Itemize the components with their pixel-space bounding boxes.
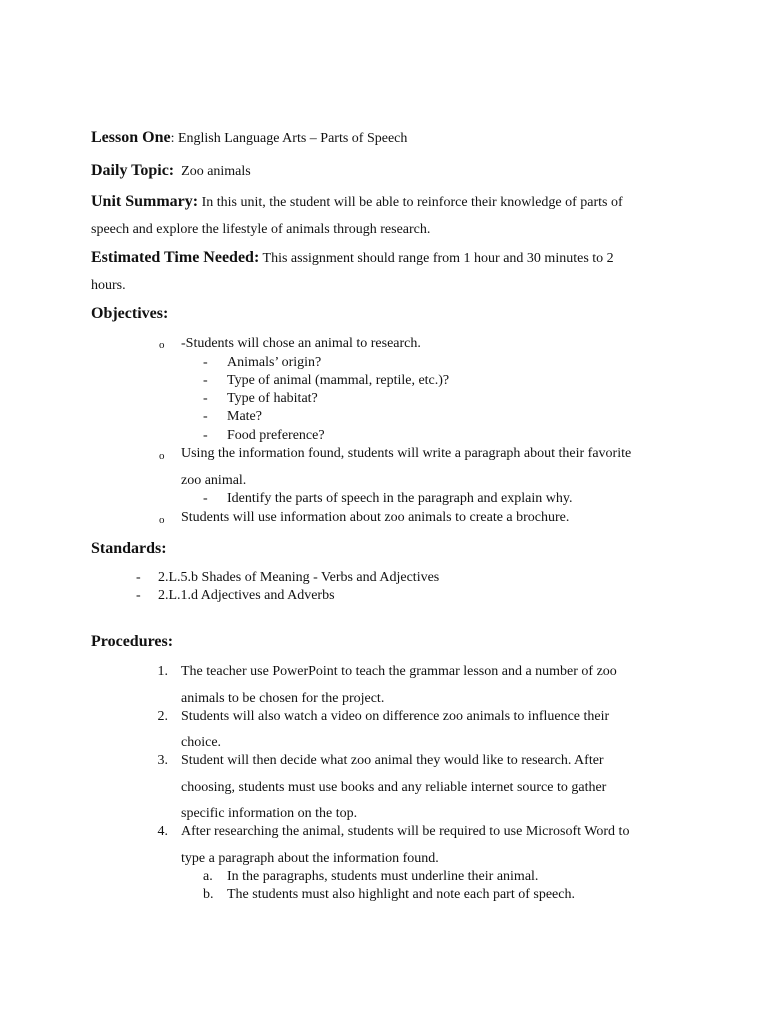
- procedure-3-line-2: choosing, students must use books and any reliable internet source to gather: [181, 780, 607, 795]
- dash-marker: -: [136, 588, 141, 603]
- lesson-line: [91, 129, 407, 148]
- standard-item-1: 2.L.5.b Shades of Meaning - Verbs and Adjectives: [158, 570, 440, 585]
- procedure-4-sub-b: The students must also highlight and note each part of speech.: [227, 887, 575, 902]
- standards-heading: Standards:: [91, 540, 167, 557]
- procedure-4-sub-a: In the paragraphs, students must underline their animal.: [227, 869, 539, 884]
- topic-value: Zoo animals: [181, 164, 251, 179]
- bullet-icon: o: [159, 339, 165, 351]
- objective-item-1: -Students will chose an animal to research.: [181, 336, 421, 351]
- dash-marker: -: [203, 373, 208, 388]
- lesson-label: Lesson One: [91, 129, 171, 146]
- procedure-number: 1.: [157, 664, 168, 679]
- objectives-heading: Objectives:: [91, 305, 169, 322]
- dash-marker: -: [203, 428, 208, 443]
- dash-marker: -: [203, 491, 208, 506]
- time-text-2: hours.: [91, 278, 126, 293]
- procedure-1-line-2: animals to be chosen for the project.: [181, 691, 385, 706]
- objective-sub-food: Food preference?: [227, 428, 325, 443]
- procedure-number: 3.: [157, 753, 168, 768]
- summary-text-2: speech and explore the lifestyle of animals through research.: [91, 222, 431, 237]
- summary-label: Unit Summary:: [91, 193, 199, 210]
- topic-line: [91, 162, 251, 181]
- objective-sub-mate: Mate?: [227, 409, 262, 424]
- summary-text-1: In this unit, the student will be able to reinforce their knowledge of parts of: [201, 195, 623, 210]
- procedure-1-line-1: The teacher use PowerPoint to teach the grammar lesson and a number of zoo: [181, 664, 617, 679]
- procedure-4-line-1: After researching the animal, students will be required to use Microsoft Word to: [181, 824, 630, 839]
- bullet-icon: o: [159, 514, 165, 526]
- dash-marker: -: [203, 391, 208, 406]
- procedure-4-sub-a-label: a.: [203, 869, 213, 884]
- dash-marker: -: [203, 409, 208, 424]
- objective-sub-type: Type of animal (mammal, reptile, etc.)?: [227, 373, 450, 388]
- procedure-4-sub-b-label: b.: [203, 887, 214, 902]
- lesson-value: : English Language Arts – Parts of Speech: [170, 131, 408, 146]
- dash-marker: -: [136, 570, 141, 585]
- time-line-1: [91, 249, 614, 268]
- topic-label: Daily Topic:: [91, 162, 175, 179]
- procedure-2-line-1: Students will also watch a video on difference zoo animals to influence their: [181, 709, 610, 724]
- bullet-icon: o: [159, 450, 165, 462]
- objective-item-2-sub: Identify the parts of speech in the paragraph and explain why.: [227, 491, 573, 506]
- procedures-heading: Procedures:: [91, 633, 174, 650]
- procedure-3-line-3: specific information on the top.: [181, 806, 358, 821]
- standard-item-2: 2.L.1.d Adjectives and Adverbs: [158, 588, 335, 603]
- objective-sub-origin: Animals’ origin?: [227, 355, 322, 370]
- procedure-4-line-2: type a paragraph about the information found.: [181, 851, 439, 866]
- summary-line-1: [91, 193, 623, 212]
- time-text-1: This assignment should range from 1 hour and 30 minutes to 2: [262, 251, 614, 266]
- procedure-number: 2.: [157, 709, 168, 724]
- objective-item-3: Students will use information about zoo animals to create a brochure.: [181, 510, 570, 525]
- procedure-2-line-2: choice.: [181, 735, 222, 750]
- objective-sub-habitat: Type of habitat?: [227, 391, 318, 406]
- procedure-number: 4.: [157, 824, 168, 839]
- objective-item-2-line-2: zoo animal.: [181, 473, 247, 488]
- time-label: Estimated Time Needed:: [91, 249, 260, 266]
- dash-marker: -: [203, 355, 208, 370]
- objective-item-2-line-1: Using the information found, students will write a paragraph about their favorite: [181, 446, 632, 461]
- procedure-3-line-1: Student will then decide what zoo animal they would like to research. After: [181, 753, 604, 768]
